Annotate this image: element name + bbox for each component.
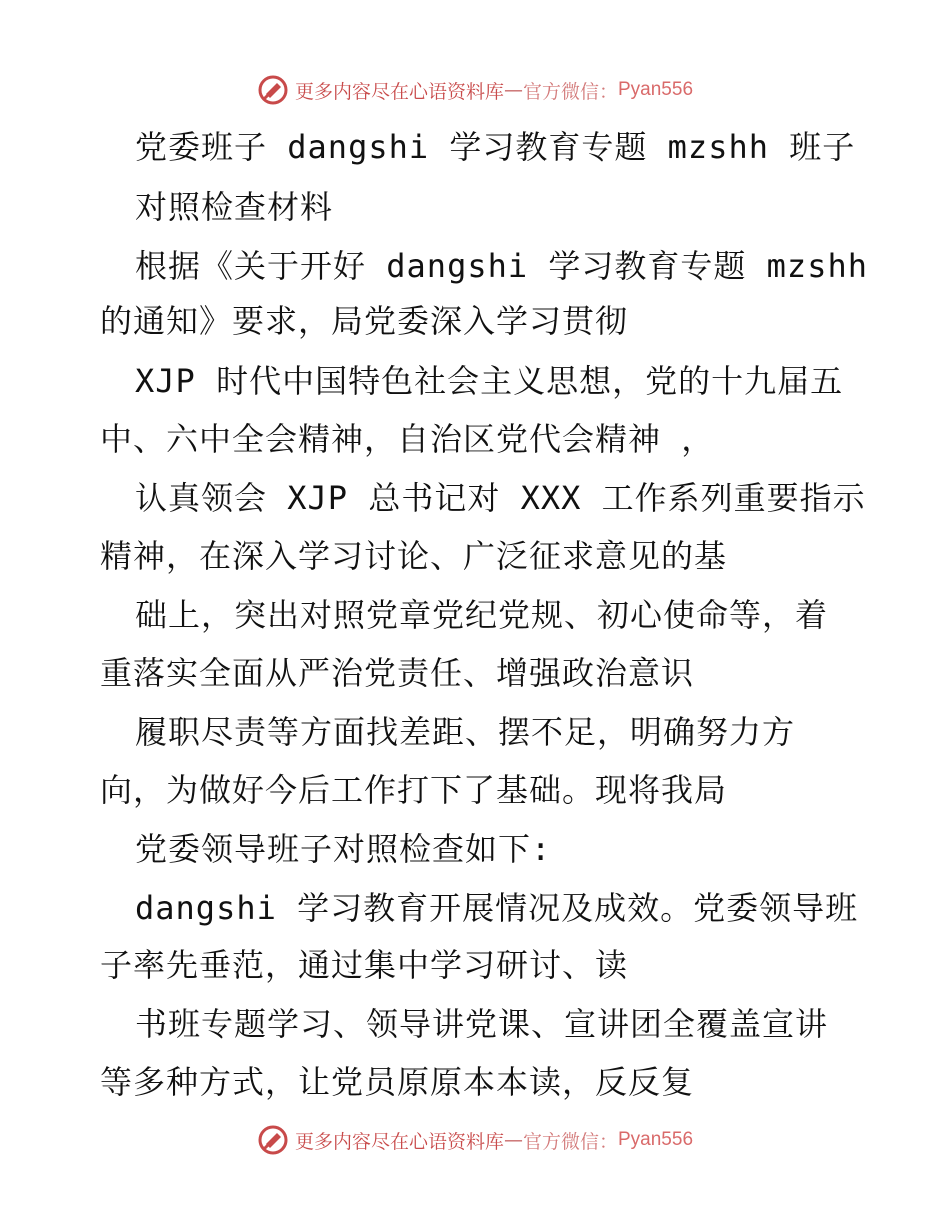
doc-line: 重落实全面从严治党责任、增强政治意识: [100, 654, 695, 692]
doc-line: 党委领导班子对照检查如下:: [135, 830, 552, 868]
watermark-separator: —: [503, 1129, 523, 1151]
doc-line: 认真领会 XJP 总书记对 XXX 工作系列重要指示: [135, 479, 866, 517]
doc-line: 的通知》要求，局党委深入学习贯彻: [100, 302, 629, 340]
watermark-handle: Pyan556: [618, 79, 694, 100]
watermark-separator: —: [503, 79, 523, 101]
doc-line: 书班专题学习、领导讲党课、宣讲团全覆盖宣讲: [135, 1005, 829, 1043]
watermark-brand-text: 更多内容尽在心语资料库: [294, 1130, 504, 1153]
doc-line: 履职尽责等方面找差距、摆不足，明确努力方: [135, 713, 796, 751]
doc-line: 向，为做好今后工作打下了基础。现将我局: [100, 771, 728, 809]
doc-line: XJP 时代中国特色社会主义思想，党的十九届五: [135, 362, 844, 400]
doc-line: 子率先垂范，通过集中学习研讨、读: [100, 946, 629, 984]
doc-title-line-1: 党委班子 dangshi 学习教育专题 mzshh 班子: [135, 128, 856, 166]
doc-line: 精神，在深入学习讨论、广泛征求意见的基: [100, 537, 728, 575]
doc-line: 根据《关于开好 dangshi 学习教育专题 mzshh: [135, 247, 868, 285]
doc-line: dangshi 学习教育开展情况及成效。党委领导班: [135, 889, 859, 927]
watermark-wechat-label: 官方微信：: [522, 1130, 618, 1153]
doc-title-line-2: 对照检查材料: [135, 188, 334, 226]
doc-line: 础上，突出对照党章党纪党规、初心使命等，着: [135, 596, 829, 634]
doc-line: 等多种方式，让党员原原本本读，反反复: [100, 1063, 695, 1101]
doc-line: 中、六中全会精神，自治区党代会精神 ，: [100, 420, 715, 458]
watermark-brand-text: 更多内容尽在心语资料库: [294, 80, 504, 103]
brand-logo-icon: [257, 74, 289, 106]
watermark-handle: Pyan556: [618, 1129, 694, 1150]
watermark-banner-bottom: [0, 1120, 950, 1160]
watermark-wechat-label: 官方微信：: [522, 80, 618, 103]
brand-logo-icon: [257, 1124, 289, 1156]
watermark-banner-top: [0, 70, 950, 110]
